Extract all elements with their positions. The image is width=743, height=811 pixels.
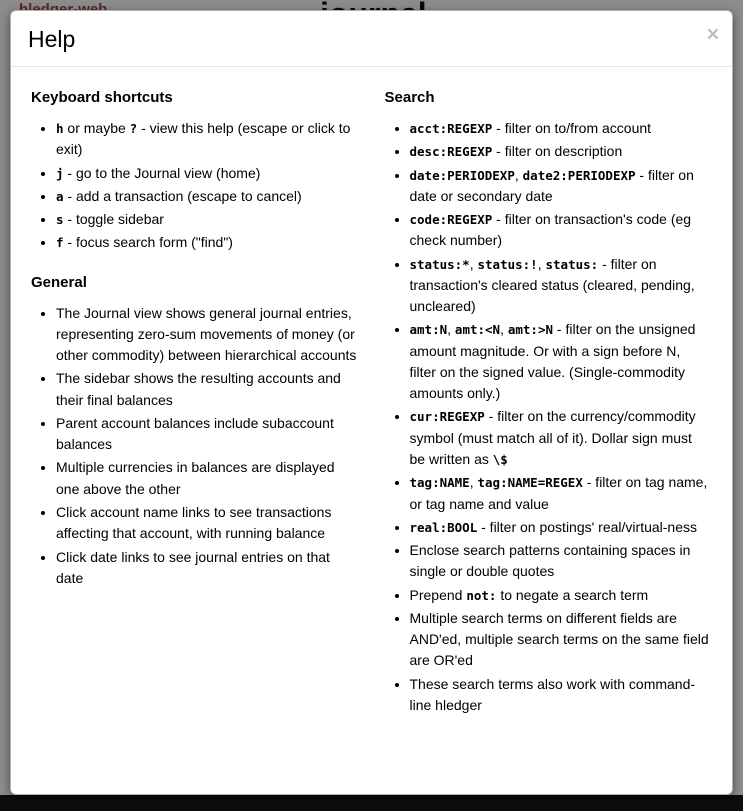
help-list-item bbox=[410, 319, 711, 404]
help-list-item bbox=[410, 517, 711, 538]
text-span: The Journal view shows general journal entries, representing zero-sum movements of money (or other commodity) between hierarchical accounts bbox=[56, 304, 357, 364]
help-list-item bbox=[410, 608, 711, 672]
text-span: , bbox=[500, 321, 508, 338]
text-span: - toggle sidebar bbox=[63, 211, 164, 228]
code-span: date2:PERIODEXP bbox=[522, 167, 636, 183]
section-heading-general: General bbox=[31, 273, 87, 291]
help-list-item bbox=[410, 254, 711, 318]
help-list-item bbox=[56, 118, 357, 161]
help-list-item bbox=[410, 674, 711, 717]
code-span: amt:<N bbox=[454, 322, 501, 338]
general-list bbox=[31, 303, 357, 589]
close-icon[interactable]: × bbox=[706, 23, 719, 46]
help-list-item bbox=[410, 472, 711, 515]
keyboard-shortcuts-list bbox=[31, 118, 357, 254]
code-span: real:BOOL bbox=[409, 519, 478, 535]
code-span: status:! bbox=[477, 256, 538, 272]
text-span: Multiple currencies in balances are displayed one above the other bbox=[56, 459, 335, 497]
help-list-item bbox=[56, 368, 357, 411]
text-span: - filter on postings' real/virtual-ness bbox=[477, 518, 697, 535]
help-list-item bbox=[410, 118, 711, 139]
section-heading-keyboard-shortcuts: Keyboard shortcuts bbox=[31, 89, 173, 106]
text-span: - filter on tag name, or tag name and value bbox=[409, 474, 708, 512]
code-span: date:PERIODEXP bbox=[409, 167, 515, 183]
text-span: Click date links to see journal entries on that date bbox=[56, 548, 330, 586]
text-span: - filter on date or secondary date bbox=[409, 166, 694, 204]
help-list-item bbox=[56, 547, 357, 590]
help-list-item bbox=[56, 232, 357, 253]
code-span: not: bbox=[466, 587, 497, 603]
code-span: j bbox=[56, 165, 64, 181]
help-list-item bbox=[56, 502, 357, 545]
text-span: , bbox=[469, 255, 478, 272]
left-column bbox=[17, 83, 371, 736]
section-heading-search: Search bbox=[384, 89, 435, 106]
text-span: - filter on the unsigned amount magnitude. Or with a sign before N, filter on the signed value. (Single-commodity amounts only.) bbox=[409, 321, 696, 402]
code-span: s bbox=[56, 212, 64, 228]
right-column bbox=[371, 83, 725, 736]
text-span: Enclose search patterns containing spaces in single or double quotes bbox=[409, 542, 691, 580]
text-span: , bbox=[537, 255, 546, 272]
code-span: cur:REGEXP bbox=[409, 409, 485, 425]
text-span: , bbox=[514, 166, 523, 183]
text-span: to negate a search term bbox=[496, 586, 649, 603]
text-span: Click account name links to see transactions affecting that account, with running balance bbox=[56, 503, 332, 542]
code-span: status:* bbox=[409, 256, 470, 272]
help-list-item bbox=[410, 406, 711, 470]
text-span: Prepend bbox=[409, 586, 467, 603]
text-span: - add a transaction (escape to cancel) bbox=[63, 187, 302, 204]
text-span: Multiple search terms on different fields are AND'ed, multiple search terms on the same field are OR'ed bbox=[409, 609, 709, 669]
help-list-item bbox=[56, 186, 357, 207]
code-span: a bbox=[56, 188, 64, 204]
text-span: , bbox=[447, 321, 455, 338]
code-span: status: bbox=[545, 256, 599, 272]
code-span: code:REGEXP bbox=[409, 212, 493, 228]
help-list-item bbox=[56, 457, 357, 500]
help-list-item bbox=[56, 303, 357, 367]
help-list-item bbox=[56, 163, 357, 184]
code-span: acct:REGEXP bbox=[409, 121, 493, 136]
help-modal bbox=[10, 10, 733, 795]
help-list-item bbox=[410, 209, 711, 252]
code-span: tag:NAME=REGEX bbox=[477, 475, 583, 491]
text-span: - filter on the currency/commodity symbol (must match all of it). Dollar sign must be written as bbox=[409, 408, 696, 467]
code-span: desc:REGEXP bbox=[409, 144, 493, 160]
help-list-item bbox=[410, 585, 711, 606]
text-span: Parent account balances include subaccount balances bbox=[56, 414, 334, 453]
text-span: - filter on transaction's cleared status (cleared, pending, uncleared) bbox=[409, 255, 695, 315]
code-span: \$ bbox=[492, 451, 508, 467]
search-list bbox=[385, 118, 711, 716]
text-span: The sidebar shows the resulting accounts and their final balances bbox=[56, 370, 341, 408]
help-list-item bbox=[410, 165, 711, 208]
text-span: , bbox=[469, 474, 478, 491]
text-span: - filter on description bbox=[492, 143, 623, 160]
text-span: - go to the Journal view (home) bbox=[63, 164, 261, 181]
text-span: - filter on to/from account bbox=[492, 120, 652, 136]
text-span: or maybe bbox=[63, 120, 130, 136]
help-list-item bbox=[56, 209, 357, 230]
text-span: - focus search form ("find") bbox=[63, 234, 233, 251]
text-span: - filter on transaction's code (eg check number) bbox=[409, 211, 692, 249]
help-list-item bbox=[56, 413, 357, 456]
text-span: These search terms also work with command-line hledger bbox=[409, 675, 696, 713]
code-span: f bbox=[56, 235, 64, 251]
code-span: tag:NAME bbox=[409, 475, 470, 491]
code-span: ? bbox=[129, 121, 138, 136]
code-span: amt:>N bbox=[507, 322, 554, 338]
modal-body bbox=[11, 67, 732, 746]
text-span: - view this help (escape or click to exit) bbox=[56, 120, 351, 158]
code-span: amt:N bbox=[409, 322, 448, 338]
modal-header bbox=[11, 11, 732, 67]
help-list-item bbox=[410, 540, 711, 583]
code-span: h bbox=[56, 121, 64, 136]
modal-title: Help bbox=[28, 26, 76, 52]
help-list-item bbox=[410, 141, 711, 162]
